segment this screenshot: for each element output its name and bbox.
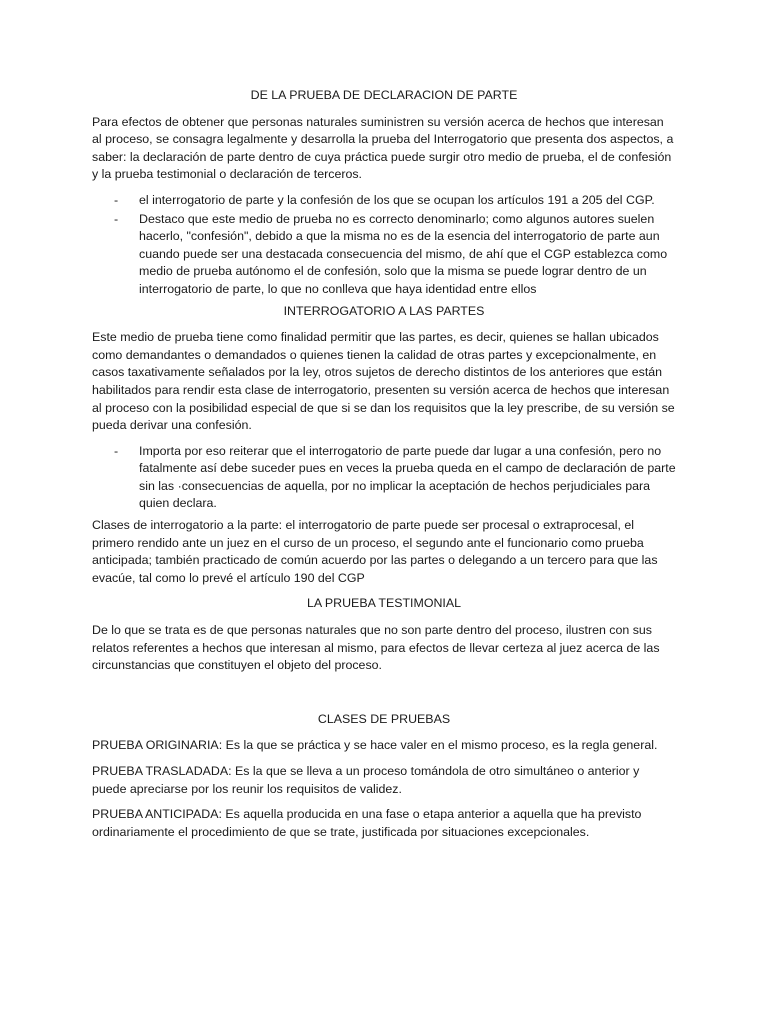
dash-bullet: - [114,211,119,226]
testimonial-paragraph: De lo que se trata es de que personas naturales que no son parte dentro del proceso, ilustren con sus relatos referentes a hechos que interesan al mismo, para efectos de llevar certeza al juez acerca de las circunstancias que constituyen el objeto del proceso. [92,623,660,673]
interrogatorio-paragraph: Este medio de prueba tiene como finalidad permitir que las partes, es decir, quienes se hallan ubicados como demandantes o demandados o quienes tienen la calidad de otras partes y excepcionalmente, en casos taxativamente señalados por la ley, otros sujetos de derecho distintos de los anteriores que están habilitados para rendir esta clase de interrogatorio, presenten su versión acerca de hechos que interesan al proceso con la posibilidad especial de que si se dan los requisitos que la ley prescribe, de su versión se pueda derivar una confesión. [92,330,675,433]
dash-bullet: - [114,443,119,458]
prueba-anticipada-paragraph: PRUEBA ANTICIPADA: Es aquella producida en una fase o etapa anterior a aquella que ha previsto ordinariamente el procedimiento de que se trate, justificada por situaciones excepcionales. [92,807,642,839]
clases-interrogatorio-paragraph: Clases de interrogatorio a la parte: el interrogatorio de parte puede ser procesal o extraprocesal, el primero rendido ante un juez en el curso de un proceso, el segundo ante el funcionario como prueba anticipada; también practicado de común acuerdo por las partes o delegando a un tercero para que las evacúe, tal como lo prevé el artículo 190 del CGP [92,518,658,585]
list-item-text: el interrogatorio de parte y la confesión de los que se ocupan los artículos 191 a 205 del CGP. [139,192,655,207]
spacer [92,683,676,711]
section-title-interrogatorio: INTERROGATORIO A LAS PARTES [283,303,485,318]
section-title-clases-de-pruebas: CLASES DE PRUEBAS [317,711,451,726]
bullet-list-1 [92,192,676,299]
prueba-originaria-paragraph: PRUEBA ORIGINARIA: Es la que se práctica y se hace valer en el mismo proceso, es la regla general. [92,738,658,753]
list-item [92,211,676,299]
prueba-trasladada-paragraph: PRUEBA TRASLADADA: Es la que se lleva a un proceso tomándola de otro simultáneo o anterior y puede apreciarse por los reunir los requisitos de validez. [92,764,640,796]
list-item [92,192,676,210]
intro-paragraph: Para efectos de obtener que personas naturales suministren su versión acerca de hechos que interesan al proceso, se consagra legalmente y desarrolla la prueba del Interrogatorio que presenta dos aspectos, a saber: la declaración de parte dentro de cuya práctica puede surgir otro medio de prueba, el de confesión y la prueba testimonial o declaración de terceros. [92,114,674,182]
list-item [92,443,676,513]
section-title-prueba-testimonial: LA PRUEBA TESTIMONIAL [306,596,462,611]
list-item-text: Destaco que este medio de prueba no es correcto denominarlo; como algunos autores suelen hacerlo, "confesión", debido a que la misma no es de la esencia del interrogatorio de parte aun cuando puede ser una destacada consecuencia del mismo, de ahí que el CGP establezca como medio de prueba autónomo el de confesión, solo que la misma se puede lograr dentro de un interrogatorio de parte, lo que no conlleva que haya identidad entre ellos [139,211,668,296]
list-item-text: Importa por eso reiterar que el interrogatorio de parte puede dar lugar a una confesión, pero no fatalmente así debe suceder pues en veces la prueba queda en el campo de declaración de parte sin las ·consecuencias de aquella, por no implicar la aceptación de hechos perjudiciales para quien declara. [139,443,676,511]
section-title-declaracion-de-parte: DE LA PRUEBA DE DECLARACION DE PARTE [250,88,518,102]
bullet-list-2 [92,443,676,513]
dash-bullet: - [114,192,119,207]
